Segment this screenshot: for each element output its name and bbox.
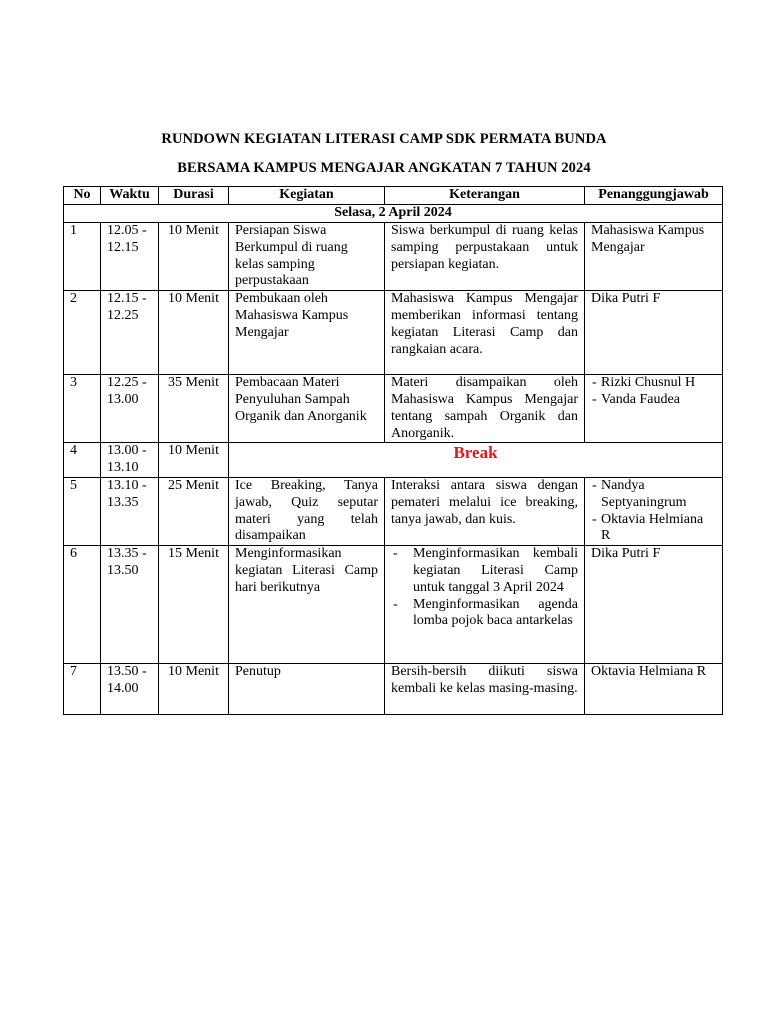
cell-penanggungjawab: Dika Putri F — [585, 291, 723, 375]
header-no: No — [64, 187, 101, 205]
header-durasi: Durasi — [159, 187, 229, 205]
keterangan-item: - Menginformasikan agenda lomba pojok baca antarkelas — [391, 597, 578, 631]
cell-durasi: 35 Menit — [159, 375, 229, 443]
break-cell — [229, 443, 723, 478]
cell-no: 2 — [64, 291, 101, 375]
cell-keterangan: Materi disampaikan oleh Mahasiswa Kampus Mengajar tentang sampah Organik dan Anorganik. — [385, 375, 585, 443]
cell-waktu: 12.15 - 12.25 — [101, 291, 159, 375]
header-kegiatan: Kegiatan — [229, 187, 385, 205]
table-row — [64, 291, 723, 375]
table-row — [64, 443, 723, 478]
cell-keterangan — [385, 546, 585, 664]
cell-kegiatan: Ice Breaking, Tanya jawab, Quiz seputar materi yang telah disampaikan — [229, 477, 385, 545]
cell-penanggungjawab: Oktavia Helmiana R — [585, 664, 723, 715]
table-row — [64, 375, 723, 443]
table-row — [64, 223, 723, 291]
header-keterangan: Keterangan — [385, 187, 585, 205]
rundown-table — [63, 186, 723, 715]
cell-kegiatan: Penutup — [229, 664, 385, 715]
pj-list — [591, 375, 716, 409]
pj-item: - Nandya Septyaningrum — [591, 478, 716, 512]
pj-item: - Rizki Chusnul H — [591, 375, 716, 392]
cell-waktu: 12.05 - 12.15 — [101, 223, 159, 291]
cell-no: 7 — [64, 664, 101, 715]
cell-keterangan: Interaksi antara siswa dengan pemateri melalui ice breaking, tanya jawab, dan kuis. — [385, 477, 585, 545]
cell-waktu: 13.50 - 14.00 — [101, 664, 159, 715]
cell-durasi: 15 Menit — [159, 546, 229, 664]
cell-durasi: 10 Menit — [159, 291, 229, 375]
document-subtitle: BERSAMA KAMPUS MENGAJAR ANGKATAN 7 TAHUN 2024 — [177, 160, 591, 176]
document-title: RUNDOWN KEGIATAN LITERASI CAMP SDK PERMATA BUNDA — [161, 131, 607, 147]
cell-keterangan: Siswa berkumpul di ruang kelas samping perpustakaan untuk persiapan kegiatan. — [385, 223, 585, 291]
pj-list — [591, 478, 716, 545]
cell-kegiatan: Pembacaan Materi Penyuluhan Sampah Organik dan Anorganik — [229, 375, 385, 443]
cell-kegiatan: Menginformasikan kegiatan Literasi Camp hari berikutnya — [229, 546, 385, 664]
cell-keterangan: Mahasiswa Kampus Mengajar memberikan informasi tentang kegiatan Literasi Camp dan rangkaian acara. — [385, 291, 585, 375]
cell-penanggungjawab — [585, 477, 723, 545]
header-waktu: Waktu — [101, 187, 159, 205]
day-label: Selasa, 2 April 2024 — [64, 205, 723, 223]
cell-waktu: 13.35 - 13.50 — [101, 546, 159, 664]
cell-no: 5 — [64, 477, 101, 545]
cell-durasi: 25 Menit — [159, 477, 229, 545]
table-row — [64, 546, 723, 664]
cell-penanggungjawab — [585, 375, 723, 443]
cell-no: 1 — [64, 223, 101, 291]
keterangan-list — [391, 546, 578, 630]
day-row — [64, 205, 723, 223]
table-header-row — [64, 187, 723, 205]
cell-no: 4 — [64, 443, 101, 478]
cell-durasi: 10 Menit — [159, 443, 229, 478]
cell-keterangan: Bersih-bersih diikuti siswa kembali ke kelas masing-masing. — [385, 664, 585, 715]
pj-item: - Oktavia Helmiana R — [591, 512, 716, 546]
header-penanggungjawab: Penanggungjawab — [585, 187, 723, 205]
cell-penanggungjawab: Mahasiswa Kampus Mengajar — [585, 223, 723, 291]
cell-waktu: 13.10 - 13.35 — [101, 477, 159, 545]
cell-kegiatan: Persiapan Siswa Berkumpul di ruang kelas samping perpustakaan — [229, 223, 385, 291]
cell-durasi: 10 Menit — [159, 664, 229, 715]
keterangan-item: - Menginformasikan kembali kegiatan Literasi Camp untuk tanggal 3 April 2024 — [391, 546, 578, 596]
table-row — [64, 664, 723, 715]
cell-no: 3 — [64, 375, 101, 443]
cell-waktu: 13.00 - 13.10 — [101, 443, 159, 478]
pj-item: - Vanda Faudea — [591, 392, 716, 409]
cell-durasi: 10 Menit — [159, 223, 229, 291]
cell-penanggungjawab: Dika Putri F — [585, 546, 723, 664]
cell-kegiatan: Pembukaan oleh Mahasiswa Kampus Mengajar — [229, 291, 385, 375]
cell-waktu: 12.25 - 13.00 — [101, 375, 159, 443]
cell-no: 6 — [64, 546, 101, 664]
table-row — [64, 477, 723, 545]
break-label: Break — [453, 443, 498, 463]
